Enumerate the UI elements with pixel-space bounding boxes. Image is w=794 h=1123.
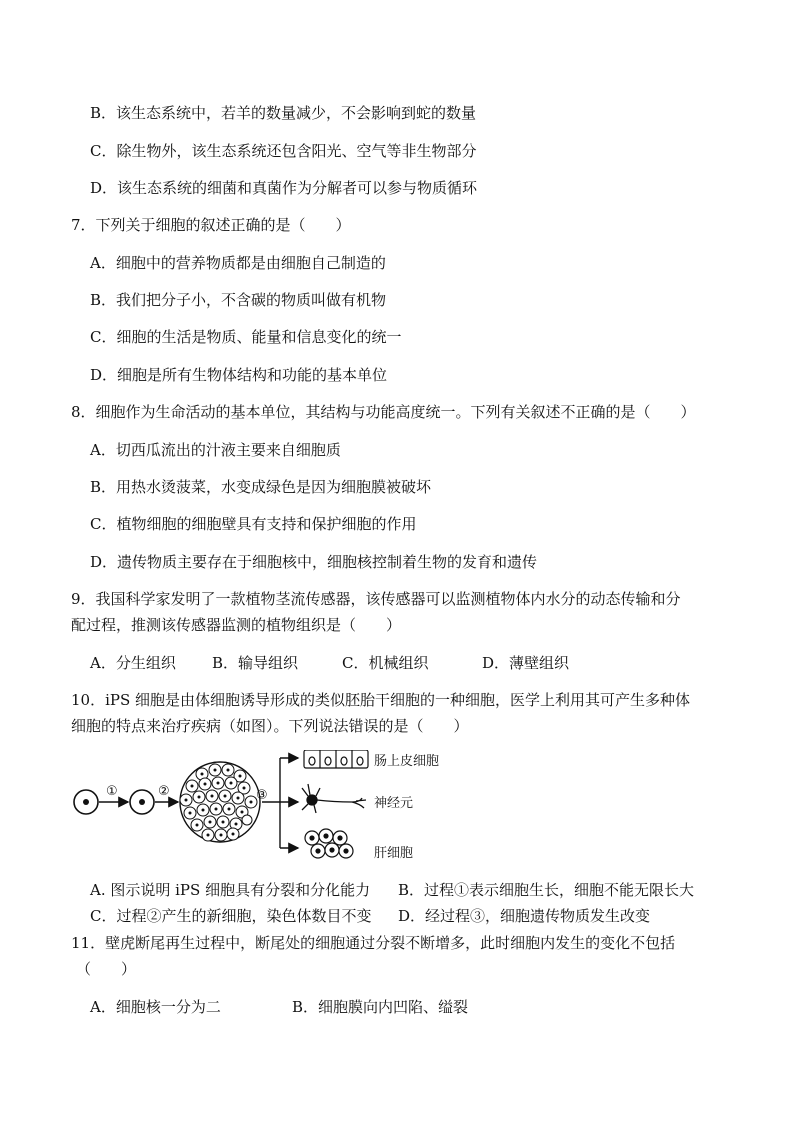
step1-label: ① [106,784,118,799]
q6-option-b: B．该生态系统中，若羊的数量减少，不会影响到蛇的数量 [90,104,477,122]
q7-option-b: B．我们把分子小，不含碳的物质叫做有机物 [90,291,387,309]
grown-cell [130,790,154,814]
q11-option-a: A．细胞核一分为二 [90,998,221,1016]
q11-option-b: B．细胞膜向内凹陷、缢裂 [292,998,469,1016]
q10-option-d: D．经过程③，细胞遗传物质发生改变 [398,907,651,925]
liver-cells [305,829,353,858]
q11-stem-line1: 11．壁虎断尾再生过程中，断尾处的细胞通过分裂不断增多，此时细胞内发生的变化不包括 [71,934,676,952]
q8-stem: 8．细胞作为生命活动的基本单位，其结构与功能高度统一。下列有关叙述不正确的是（ ） [71,403,696,421]
q9-option-b: B．输导组织 [212,654,299,672]
intestinal-epithelium-label: 肠上皮细胞 [374,754,440,769]
neuron [302,784,366,813]
cell-cluster [180,762,260,842]
q8-option-c: C．植物细胞的细胞壁具有支持和保护细胞的作用 [90,515,417,533]
q7-stem: 7．下列关于细胞的叙述正确的是（ ） [71,216,351,234]
liver-cell-label: 肝细胞 [374,846,414,861]
q10-stem-line2: 细胞的特点来治疗疾病（如图）。下列说法错误的是（ ） [71,717,469,735]
q9-option-a: A．分生组织 [90,654,176,672]
ips-differentiation-figure [72,750,440,868]
q9-options [90,653,690,673]
branch-bracket [280,758,298,848]
q7-option-a: A．细胞中的营养物质都是由细胞自己制造的 [90,254,386,272]
q6-option-c: C．除生物外，该生态系统还包含阳光、空气等非生物部分 [90,142,477,160]
neuron-label: 神经元 [374,796,414,811]
step2-label: ② [158,784,170,799]
q10-stem-line1: 10．iPS 细胞是由体细胞诱导形成的类似胚胎干细胞的一种细胞，医学上利用其可产生多种体 [71,691,691,709]
q10-option-b: B．过程①表示细胞生长，细胞不能无限长大 [398,881,695,899]
q10-option-c: C．过程②产生的新细胞，染色体数目不变 [90,907,372,925]
q9-stem-line2: 配过程，推测该传感器监测的植物组织是（ ） [71,616,402,634]
q9-option-c: C．机械组织 [342,654,429,672]
q8-option-b: B．用热水烫菠菜，水变成绿色是因为细胞膜被破坏 [90,478,432,496]
step3-label: ③ [256,788,268,803]
q8-option-a: A．切西瓜流出的汁液主要来自细胞质 [90,441,341,459]
q7-option-d: D．细胞是所有生物体结构和功能的基本单位 [90,366,388,384]
q9-stem-line1: 9．我国科学家发明了一款植物茎流传感器，该传感器可以监测植物体内水分的动态传输和分 [71,590,681,608]
intestinal-epithelium [304,750,368,768]
q7-option-c: C．细胞的生活是物质、能量和信息变化的统一 [90,328,402,346]
q10-option-a: A. 图示说明 iPS 细胞具有分裂和分化能力 [90,881,371,899]
q8-option-d: D．遗传物质主要存在于细胞核中，细胞核控制着生物的发育和遗传 [90,553,538,571]
body-cell [74,790,98,814]
q6-option-d: D．该生态系统的细菌和真菌作为分解者可以参与物质循环 [90,179,478,197]
q9-option-d: D．薄壁组织 [482,654,570,672]
q11-stem-line2: （ ） [76,960,137,978]
